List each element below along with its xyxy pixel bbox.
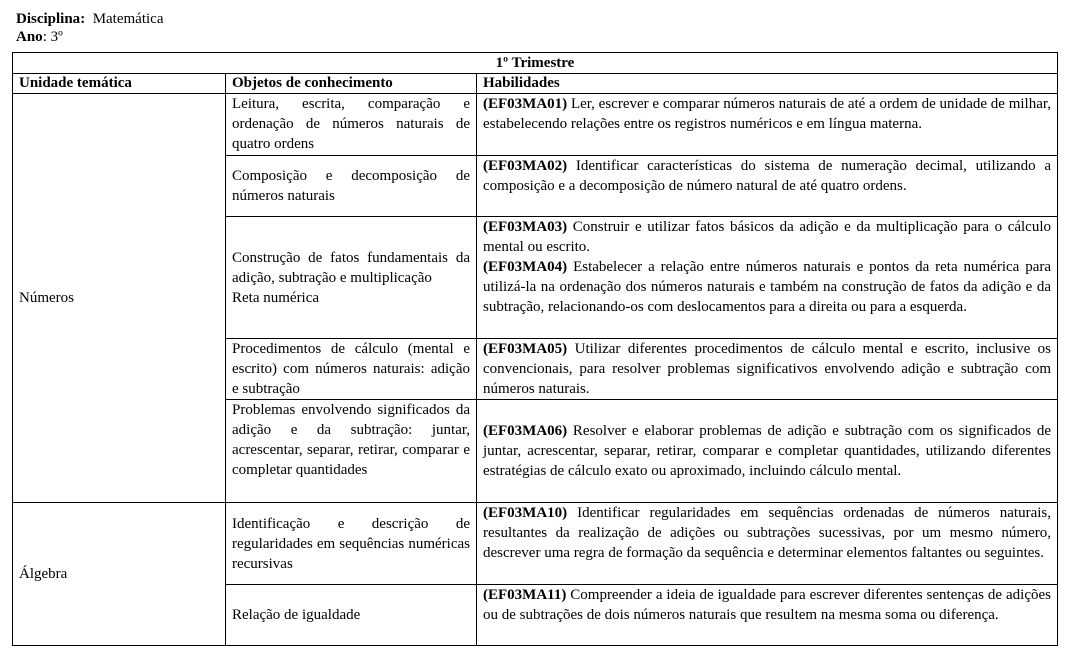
objeto-cell: Leitura, escrita, comparação e ordenação de números naturais de quatro ordens	[226, 94, 477, 156]
disciplina-line: Disciplina: Matemática	[16, 11, 164, 27]
habilidade-cell	[477, 339, 1058, 400]
objeto-cell: Problemas envolvendo significados da adição e da subtração: juntar, acrescentar, separar, retirar, comparar e completar quantidades	[226, 400, 477, 503]
habilidade-code: (EF03MA04)	[483, 259, 568, 275]
habilidade-code: (EF03MA10)	[483, 505, 568, 521]
habilidade-text: Ler, escrever e comparar números naturais de até a ordem de unidade de milhar, estabelecendo relações entre os registros numéricos e em língua materna.	[483, 96, 1052, 132]
objeto-cell: Identificação e descrição de regularidades em sequências numéricas recursivas	[226, 503, 477, 585]
habilidade-code: (EF03MA05)	[483, 341, 568, 357]
ano-line: Ano: 3º	[16, 29, 63, 45]
objeto-cell: Composição e decomposição de números naturais	[226, 156, 477, 217]
ano-label: Ano	[16, 29, 43, 45]
habilidade-code: (EF03MA03)	[483, 219, 568, 235]
habilidade-text: Identificar características do sistema de numeração decimal, utilizando a composição e a decomposição de número natural de até quatro ordens.	[483, 158, 1052, 194]
habilidade-text: Utilizar diferentes procedimentos de cálculo mental e escrito, inclusive os convencionais, para resolver problemas significativos envolvendo adição e subtração com números naturais.	[483, 341, 1051, 397]
habilidade-text: Resolver e elaborar problemas de adição e subtração com os significados de juntar, acrescentar, separar, retirar, comparar e completar quantidades, utilizando diferentes estratégias de cálculo exato ou aproximado, incluindo cálculo mental.	[483, 423, 1051, 479]
objeto-cell: Relação de igualdade	[226, 585, 477, 646]
objeto-cell: Procedimentos de cálculo (mental e escrito) com números naturais: adição e subtração	[226, 339, 477, 400]
trimestre-row	[13, 53, 1058, 74]
habilidade-code: (EF03MA11)	[483, 587, 567, 603]
unit-algebra: Álgebra	[13, 503, 226, 646]
habilidade-text: Compreender a ideia de igualdade para escrever diferentes sentenças de adições ou de subtrações de dois números naturais que resultem na mesma soma ou diferença.	[483, 587, 1051, 623]
col-header-unidade: Unidade temática	[13, 74, 226, 94]
objeto-text-2: Reta numérica	[232, 289, 320, 306]
habilidade-code: (EF03MA06)	[483, 423, 568, 439]
habilidade-cell	[477, 400, 1058, 503]
disciplina-value: Matemática	[92, 11, 164, 27]
trimestre-title: 1º Trimestre	[13, 53, 1058, 74]
disciplina-label: Disciplina	[16, 11, 81, 27]
habilidade-cell	[477, 585, 1058, 646]
habilidade-cell	[477, 217, 1058, 339]
habilidade-code: (EF03MA01)	[483, 96, 568, 112]
unit-numeros: Números	[13, 94, 226, 503]
objeto-cell	[226, 217, 477, 339]
habilidade-cell	[477, 156, 1058, 217]
col-header-objetos: Objetos de conhecimento	[226, 74, 477, 94]
ano-value: 3º	[50, 29, 63, 45]
habilidade-text: Estabelecer a relação entre números naturais e pontos da reta numérica para utilizá-la na ordenação dos números naturais e também na construção de fatos da adição e da subtração, relacionando-os com deslocamentos para a direita ou para a esquerda.	[483, 259, 1052, 315]
table-row	[13, 94, 1058, 156]
objeto-text: Construção de fatos fundamentais da adição, subtração e multiplicação	[232, 249, 470, 286]
habilidade-code: (EF03MA02)	[483, 158, 568, 174]
document-header	[16, 10, 163, 46]
col-header-habilidades: Habilidades	[477, 74, 1058, 94]
habilidade-cell	[477, 94, 1058, 156]
column-header-row	[13, 74, 1058, 94]
curriculum-table	[12, 52, 1058, 646]
habilidade-text: Identificar regularidades em sequências ordenadas de números naturais, resultantes da realização de adições ou subtrações sucessivas, por um mesmo número, descrever uma regra de formação da sequência e determinar elementos faltantes ou seguintes.	[483, 505, 1051, 561]
table-row	[13, 503, 1058, 585]
habilidade-text: Construir e utilizar fatos básicos da adição e da multiplicação para o cálculo mental ou escrito.	[483, 219, 1052, 255]
habilidade-cell	[477, 503, 1058, 585]
